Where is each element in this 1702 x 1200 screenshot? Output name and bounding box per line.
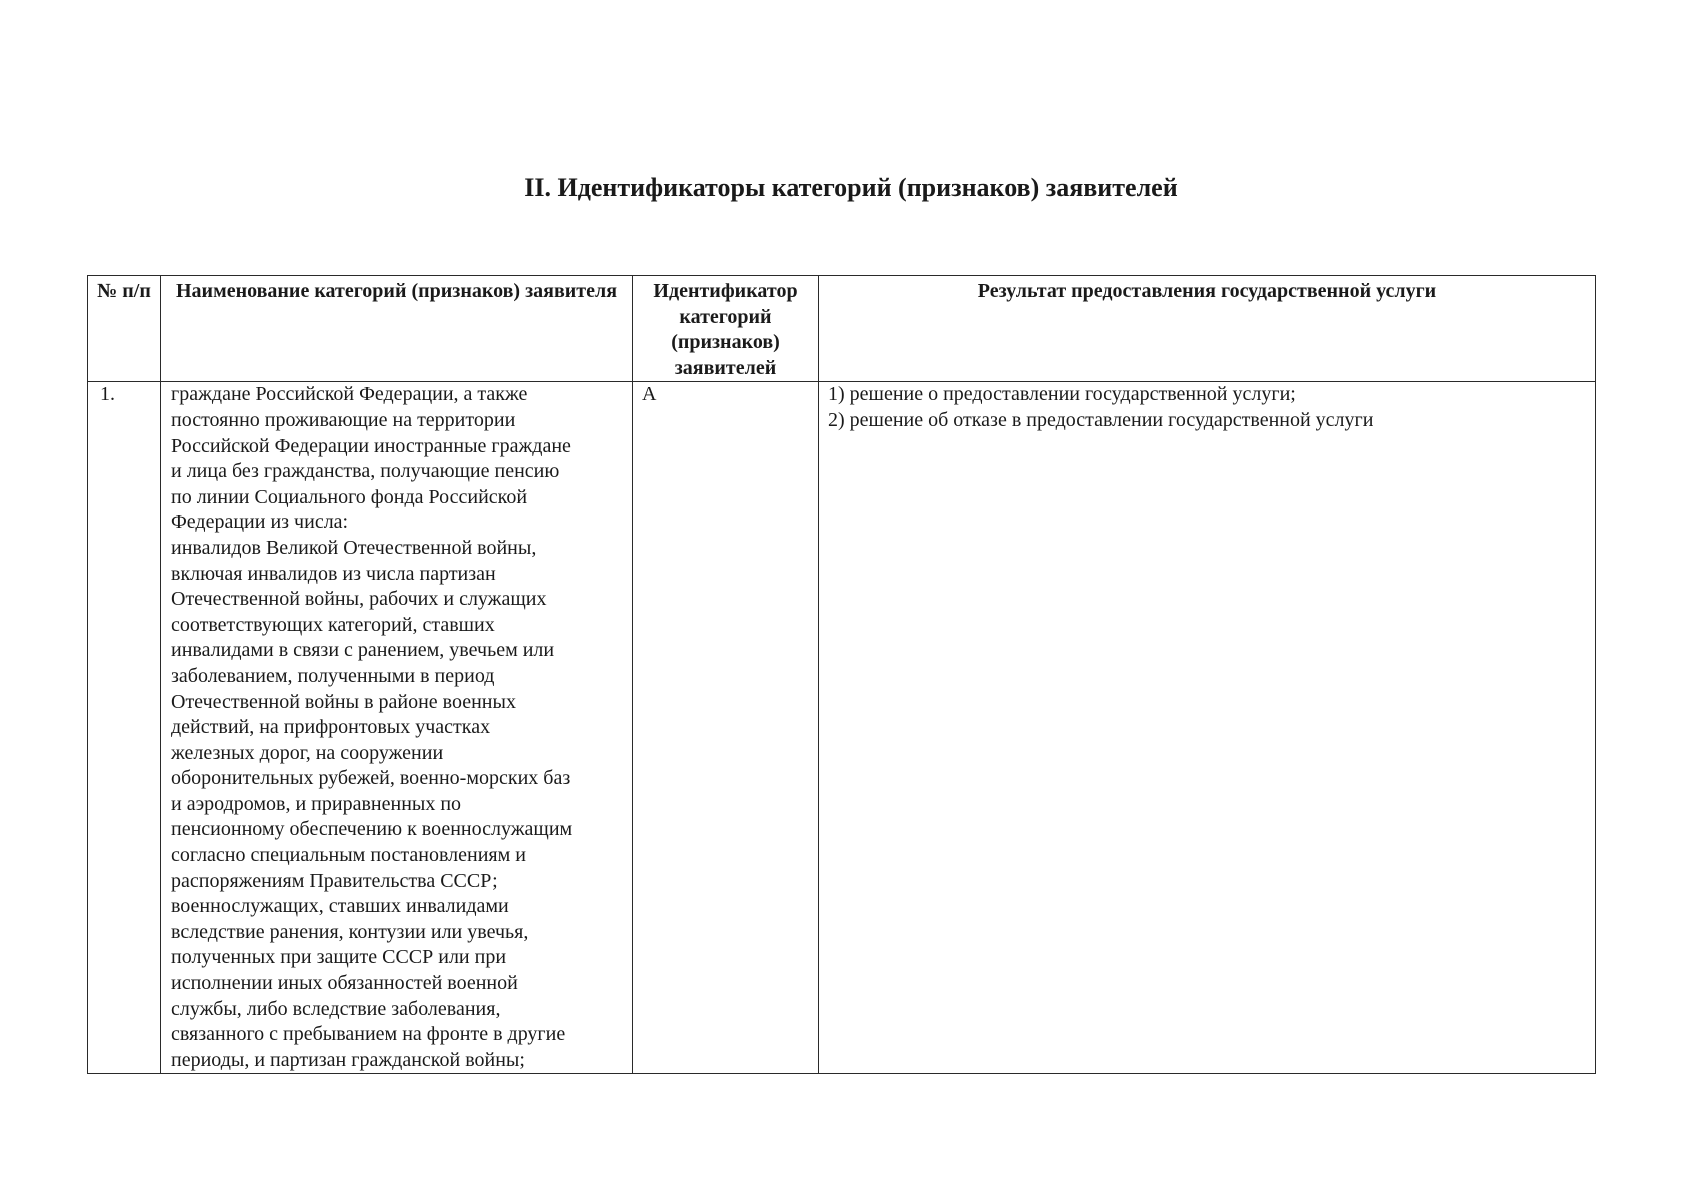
category-name-line: граждане Российской Федерации, а также: [171, 383, 528, 406]
category-name-line: железных дорог, на сооружении: [171, 741, 444, 764]
category-id-cell: А: [633, 382, 819, 1074]
table-header-row: [88, 276, 1596, 382]
category-name-line: оборонительных рубежей, военно-морских баз: [171, 767, 571, 790]
category-name-line: и лица без гражданства, получающие пенсию: [171, 460, 560, 483]
header-result: Результат предоставления государственной услуги: [819, 276, 1596, 382]
result-cell: [819, 382, 1596, 1074]
header-num: № п/п: [88, 276, 161, 382]
header-category-id: Идентификатор категорий (признаков) заявителей: [633, 276, 819, 382]
table-row: [88, 382, 1596, 1074]
category-name-line: Российской Федерации иностранные граждане: [171, 434, 571, 457]
category-name-line: согласно специальным постановлениям и: [171, 844, 526, 867]
category-name-line: службы, либо вследствие заболевания,: [171, 997, 501, 1020]
category-name-line: включая инвалидов из числа партизан: [171, 562, 496, 585]
category-name-line: постоянно проживающие на территории: [171, 408, 516, 431]
category-name-line: пенсионному обеспечению к военнослужащим: [171, 818, 573, 841]
category-name-line: соответствующих категорий, ставших: [171, 613, 495, 636]
category-name-line: связанного с пребыванием на фронте в другие: [171, 1023, 566, 1046]
category-name-line: вследствие ранения, контузии или увечья,: [171, 920, 529, 943]
category-name-line: распоряжениям Правительства СССР;: [171, 869, 498, 892]
category-name-cell: [161, 382, 633, 1074]
category-name-line: полученных при защите СССР или при: [171, 946, 507, 969]
result-line: 1) решение о предоставлении государственной услуги;: [828, 383, 1296, 406]
category-name-line: военнослужащих, ставших инвалидами: [171, 895, 509, 918]
category-name-line: действий, на прифронтовых участках: [171, 716, 491, 739]
category-name-line: инвалидов Великой Отечественной войны,: [171, 536, 537, 559]
result-line: 2) решение об отказе в предоставлении государственной услуги: [828, 408, 1374, 431]
category-name-line: и аэродромов, и приравненных по: [171, 792, 462, 815]
category-name-line: по линии Социального фонда Российской: [171, 485, 528, 508]
category-name-line: периоды, и партизан гражданской войны;: [171, 1048, 525, 1071]
document-title: II. Идентификаторы категорий (признаков) заявителей: [524, 173, 1178, 202]
category-name-line: Отечественной войны в районе военных: [171, 690, 516, 713]
category-name-line: инвалидами в связи с ранением, увечьем или: [171, 639, 555, 662]
category-name-line: Отечественной войны, рабочих и служащих: [171, 588, 547, 611]
category-name-line: исполнении иных обязанностей военной: [171, 972, 518, 995]
applicant-categories-table: [87, 275, 1596, 1074]
category-name-line: Федерации из числа:: [171, 511, 349, 534]
category-name-line: заболеванием, полученными в период: [171, 664, 495, 687]
row-number: 1.: [88, 382, 161, 1074]
header-category-name: Наименование категорий (признаков) заявителя: [161, 276, 633, 382]
